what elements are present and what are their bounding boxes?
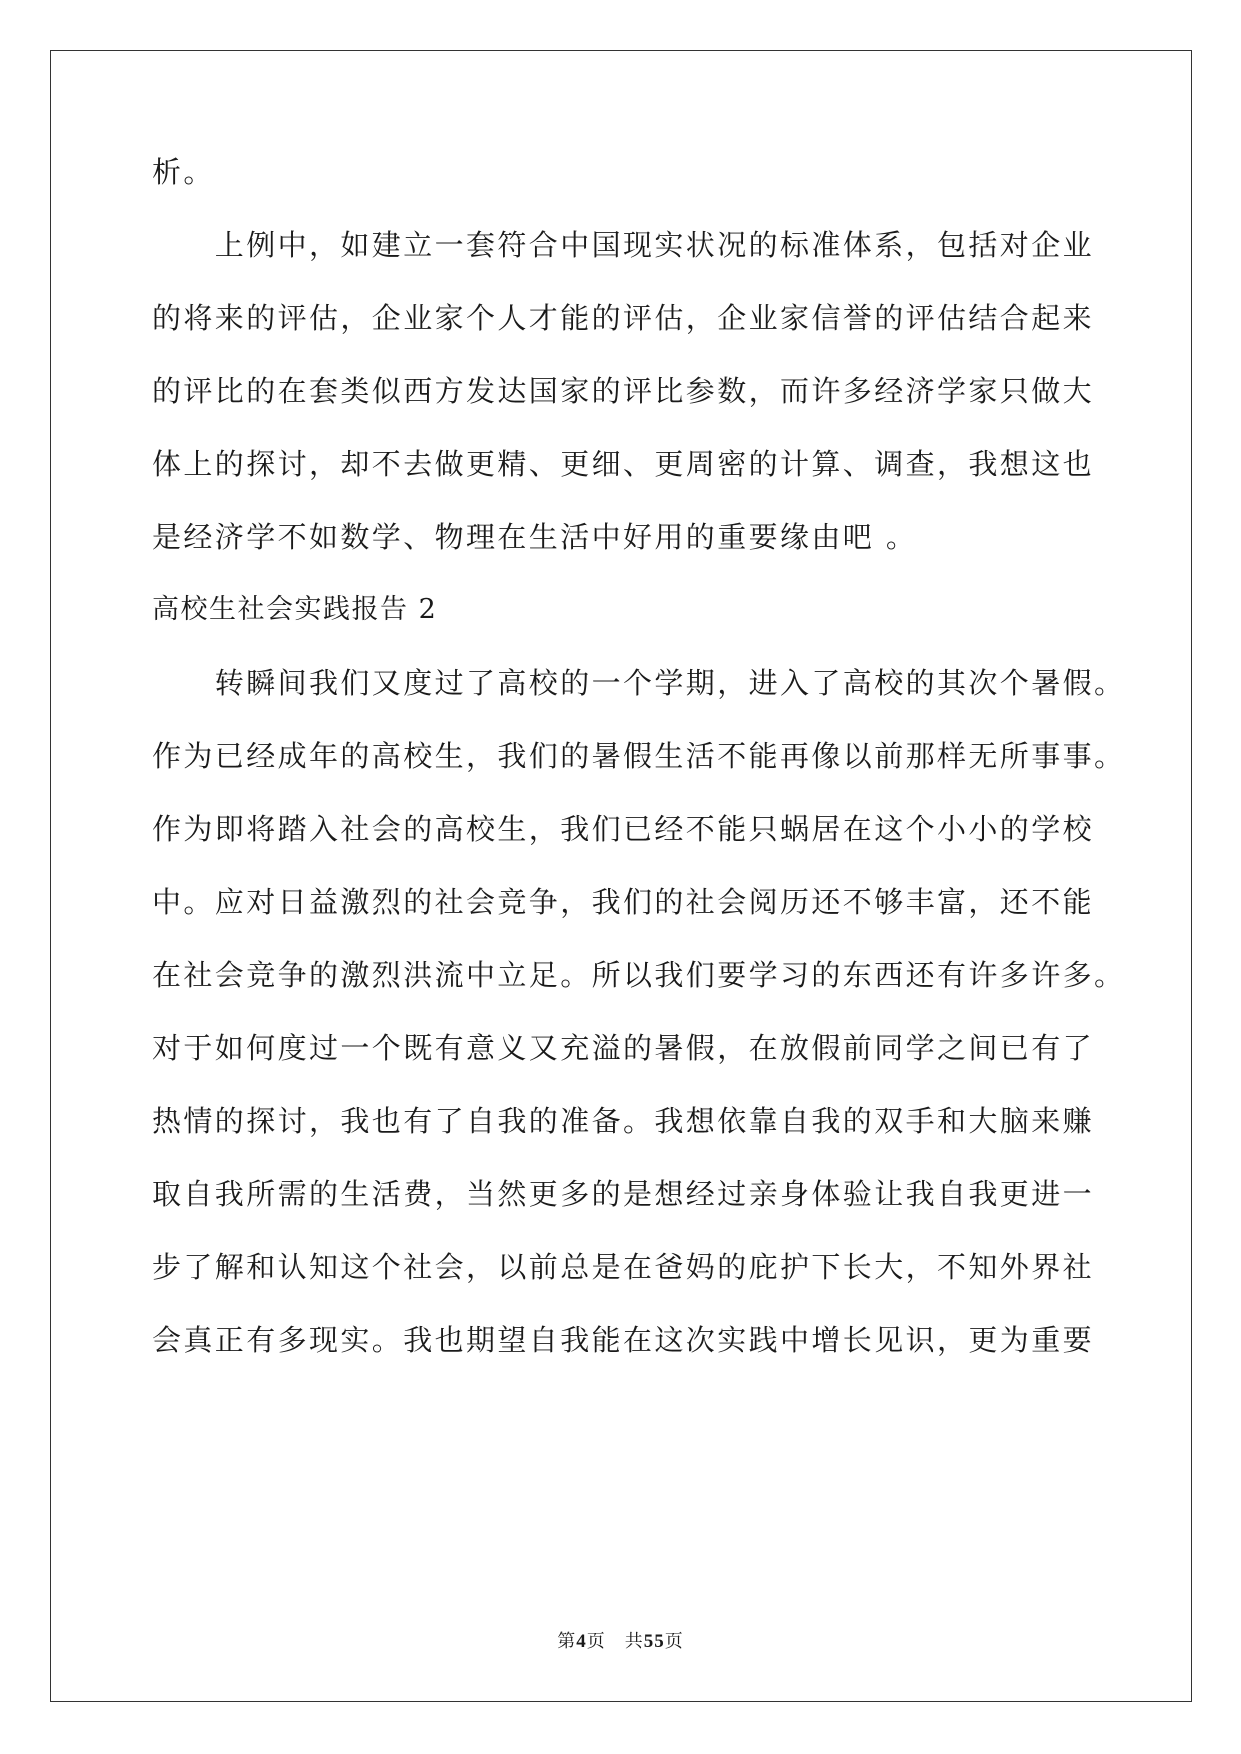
- text-line: 的评比的在套类似西方发达国家的评比参数，而许多经济学家只做大: [152, 374, 1095, 408]
- text-line: 是经济学不如数学、物理在生活中好用的重要缘由吧 。: [152, 520, 918, 554]
- text-line: 体上的探讨，却不去做更精、更细、更周密的计算、调查，我想这也: [152, 447, 1095, 481]
- text-line: 步了解和认知这个社会，以前总是在爸妈的庇护下长大，不知外界社: [152, 1250, 1095, 1284]
- text-line: 上例中，如建立一套符合中国现实状况的标准体系，包括对企业: [152, 228, 1095, 262]
- text-line: 在社会竞争的激烈洪流中立足。所以我们要学习的东西还有许多许多。: [152, 958, 1126, 992]
- text-line: 热情的探讨，我也有了自我的准备。我想依靠自我的双手和大脑来赚: [152, 1104, 1095, 1138]
- text-line: 析。: [152, 155, 215, 189]
- text-line: 中。应对日益激烈的社会竞争，我们的社会阅历还不够丰富，还不能: [152, 885, 1095, 919]
- footer-mid: 页 共: [586, 1631, 644, 1652]
- text-line: 的将来的评估，企业家个人才能的评估，企业家信誉的评估结合起来: [152, 301, 1095, 335]
- total-pages-number: 55: [643, 1631, 665, 1652]
- footer-suffix: 页: [664, 1631, 684, 1652]
- text-line: 会真正有多现实。我也期望自我能在这次实践中增长见识，更为重要: [152, 1323, 1095, 1357]
- text-line: 对于如何度过一个既有意义又充溢的暑假，在放假前同学之间已有了: [152, 1031, 1095, 1065]
- text-line: 取自我所需的生活费，当然更多的是想经过亲身体验让我自我更进一: [152, 1177, 1095, 1211]
- text-line: 转瞬间我们又度过了高校的一个学期，进入了高校的其次个暑假。: [152, 666, 1126, 700]
- text-line: 作为即将踏入社会的高校生，我们已经不能只蜗居在这个小小的学校: [152, 812, 1095, 846]
- section-heading: 高校生社会实践报告 2: [152, 594, 438, 625]
- text-line: 作为已经成年的高校生，我们的暑假生活不能再像以前那样无所事事。: [152, 739, 1126, 773]
- page-footer: [0, 1630, 1241, 1654]
- footer-prefix: 第: [557, 1631, 577, 1652]
- current-page-number: 4: [576, 1631, 587, 1652]
